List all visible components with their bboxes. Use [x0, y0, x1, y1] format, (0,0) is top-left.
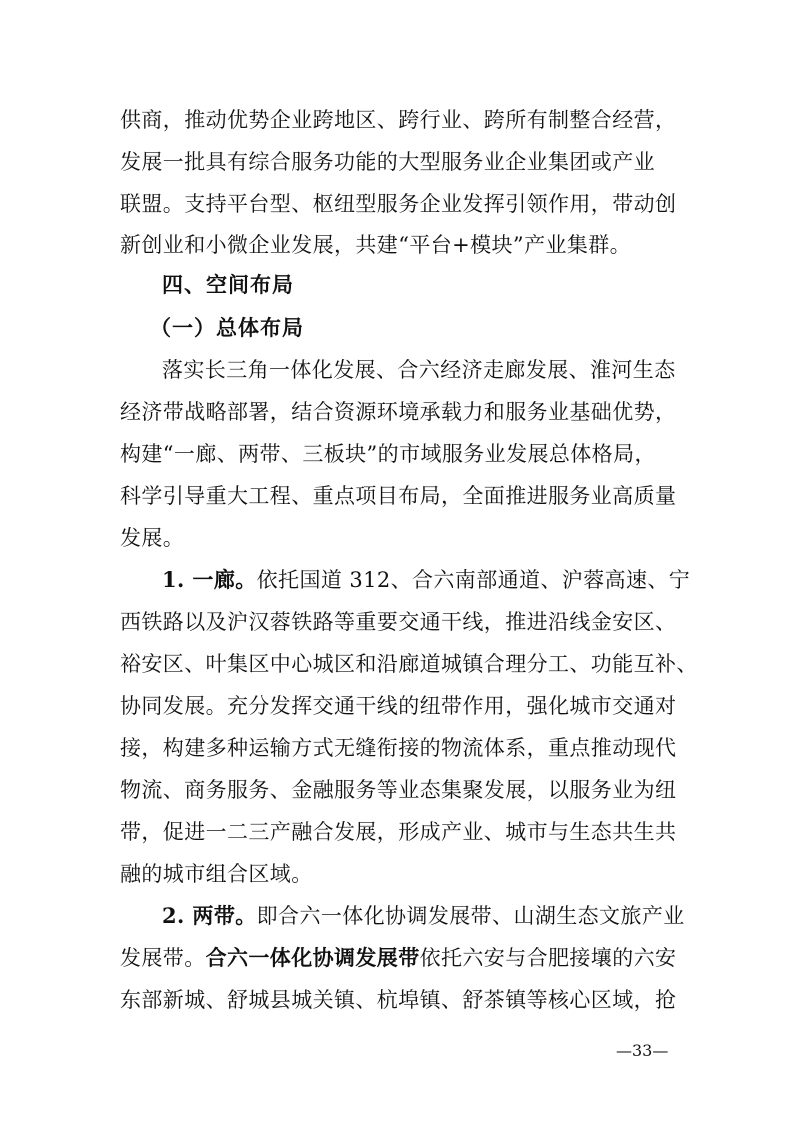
corridor-text: 依托国道 312、合六南部通道、沪蓉高速、宁 [256, 568, 691, 592]
belts-text: 发展带。 [120, 946, 206, 970]
body-line: 落实长三角一体化发展、合六经济走廊发展、淮河生态 [162, 358, 676, 382]
body-line: 西铁路以及沪汉蓉铁路等重要交通干线，推进沿线金安区、 [120, 610, 677, 634]
body-line: 发展一批具有综合服务功能的大型服务业企业集团或产业 [120, 150, 655, 174]
body-line: 物流、商务服务、金融服务等业态集聚发展，以服务业为纽 [120, 778, 677, 802]
belts-text: 即合六一体化协调发展带、山湖生态文旅产业 [256, 904, 685, 928]
body-line: 裕安区、叶集区中心城区和沿廊道城镇合理分工、功能互补、 [120, 652, 698, 676]
body-line: 发展。 [120, 526, 185, 550]
body-line: 带，促进一二三产融合发展，形成产业、城市与生态共生共 [120, 820, 677, 844]
page-number: —33— [616, 1041, 669, 1060]
body-line: 接，构建多种运输方式无缝衔接的物流体系，重点推动现代 [120, 736, 677, 760]
belts-label: 2. 两带。 [162, 903, 257, 928]
belts-first-line [162, 899, 685, 933]
body-line: 新创业和小微企业发展，共建“平台+模块”产业集群。 [120, 233, 632, 257]
body-line: 供商，推动优势企业跨地区、跨行业、跨所有制整合经营， [120, 108, 677, 132]
body-line: 协同发展。充分发挥交通干线的纽带作用，强化城市交通对 [120, 694, 677, 718]
section-heading: 四、空间布局 [162, 273, 294, 297]
body-line: 联盟。支持平台型、枢纽型服务企业发挥引领作用，带动创 [120, 192, 677, 216]
belts-second-line [120, 941, 680, 975]
body-line: 构建“一廊、两带、三板块”的市域服务业发展总体格局， [120, 442, 656, 466]
body-line: 融的城市组合区域。 [120, 862, 313, 886]
body-line: 经济带战略部署，结合资源环境承载力和服务业基础优势， [120, 400, 677, 424]
belts-bold-term: 合六一体化协调发展带 [205, 945, 420, 970]
corridor-label: 1. 一廊。 [162, 567, 257, 592]
belts-text: 依托六安与合肥接壤的六安 [419, 946, 677, 970]
corridor-first-line [162, 563, 691, 597]
body-line: 东部新城、舒城县城关镇、杭埠镇、舒茶镇等核心区域，抢 [120, 988, 677, 1012]
body-line: 科学引导重大工程、重点项目布局，全面推进服务业高质量 [120, 484, 677, 508]
subsection-heading: （一）总体布局 [150, 315, 304, 340]
